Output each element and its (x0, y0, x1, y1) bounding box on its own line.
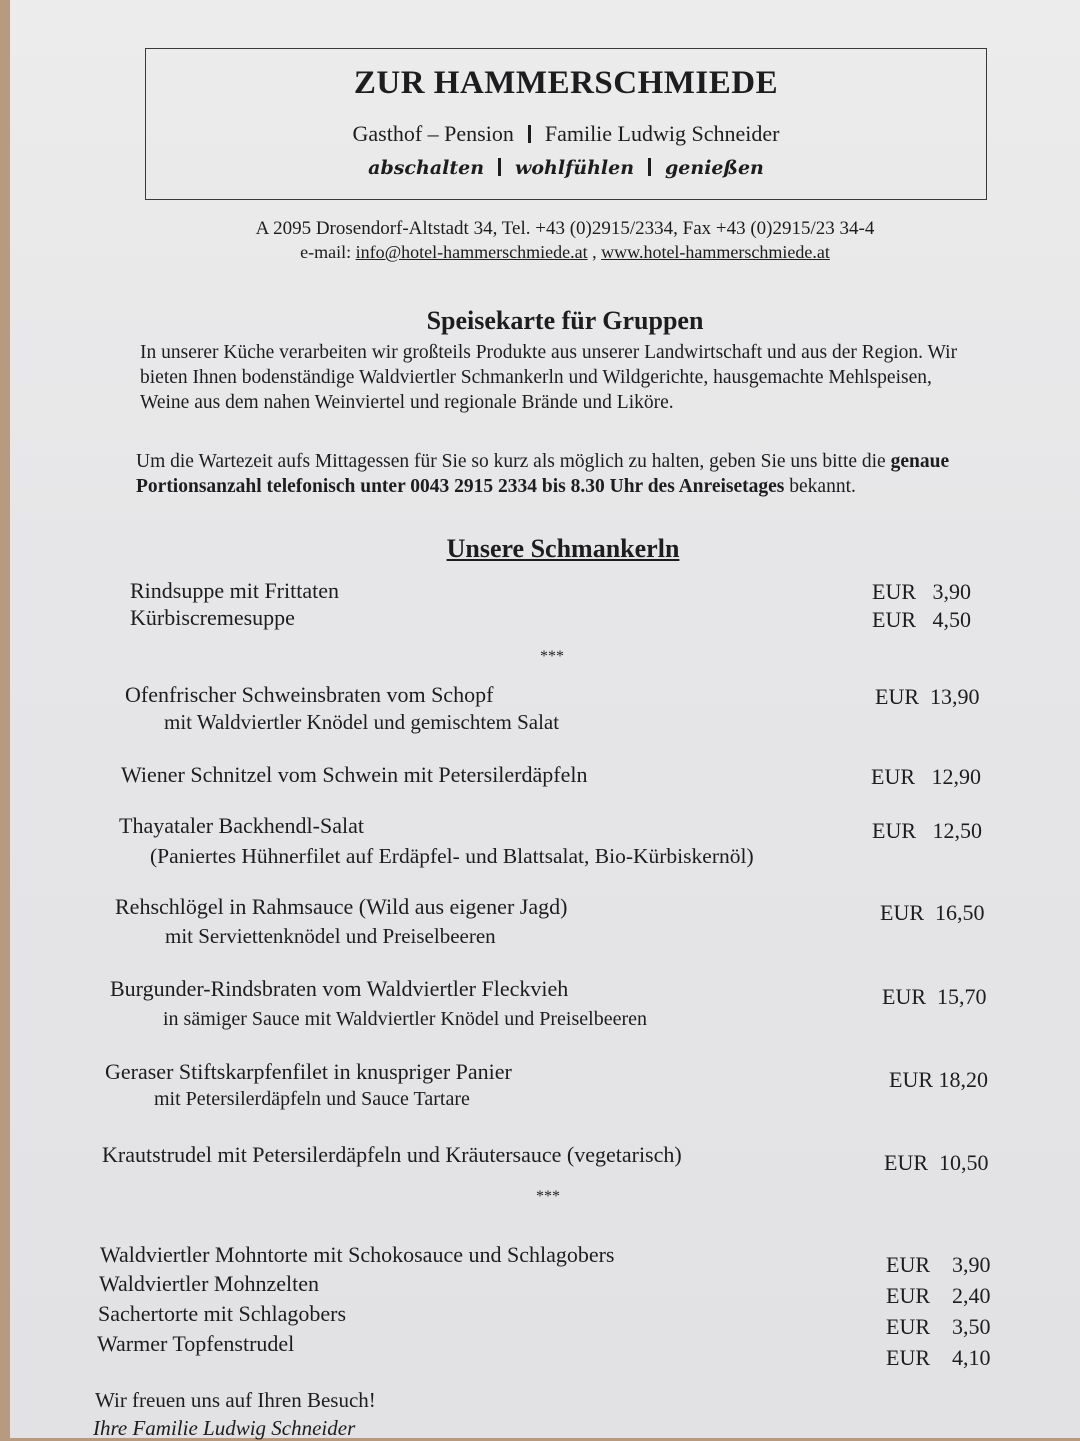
menu-item-name: Burgunder-Rindsbraten vom Waldviertler Fleckvieh (110, 976, 569, 1001)
menu-item-price: EUR 15,70 (882, 984, 987, 1009)
closing-line: Wir freuen uns auf Ihren Besuch! (95, 1388, 376, 1412)
email-link[interactable]: info@hotel-hammerschmiede.at (355, 242, 588, 262)
subtitle-left: Gasthof – Pension (352, 121, 514, 146)
restaurant-title: ZUR HAMMERSCHMIEDE (353, 65, 779, 101)
menu-item-price: EUR 12,50 (872, 818, 982, 843)
menu-item-price: EUR 3,50 (886, 1314, 991, 1339)
menu-item-name: Rindsuppe mit Frittaten (130, 578, 339, 603)
menu-item-name: Wiener Schnitzel vom Schwein mit Petersilerdäpfeln (121, 762, 588, 787)
intro-heading: Speisekarte für Gruppen (426, 306, 704, 335)
address-line: A 2095 Drosendorf-Altstadt 34, Tel. +43 (0)2915/2334, Fax +43 (0)2915/23 34-4 (255, 218, 875, 239)
menu-item-price: EUR 4,50 (872, 607, 971, 632)
menu-item-detail: mit Petersilerdäpfeln und Sauce Tartare (154, 1088, 470, 1110)
divider-bar (528, 125, 531, 143)
paragraph2-end: bekannt. (789, 476, 856, 497)
menu-item-price: EUR 3,90 (886, 1252, 991, 1277)
paragraph2-bold: genaue Portionsanzahl telefonisch unter 0043 2915 2334 bis 8.30 Uhr des Anreisetages (136, 451, 950, 497)
subtitle (146, 121, 986, 147)
section-divider: *** (536, 1188, 560, 1205)
email-label: e-mail: (300, 242, 352, 262)
menu-item-name: Geraser Stiftskarpfenfilet in knuspriger Panier (105, 1059, 512, 1084)
menu-item-price: EUR 10,50 (884, 1150, 989, 1175)
divider-bar (498, 158, 501, 176)
slogan-word-3: genießen (665, 157, 764, 179)
menu-item-name: Warmer Topfenstrudel (97, 1331, 295, 1356)
menu-item-name: Waldviertler Mohntorte mit Schokosauce und Schlagobers (100, 1242, 615, 1267)
menu-item-name: Waldviertler Mohnzelten (99, 1271, 319, 1296)
menu-item-detail: in sämiger Sauce mit Waldviertler Knödel und Preiselbeeren (163, 1008, 647, 1030)
menu-item-name: Rehschlögel in Rahmsauce (Wild aus eigener Jagd) (115, 894, 568, 919)
menu-item-detail: (Paniertes Hühnerfilet auf Erdäpfel- und Blattsalat, Bio-Kürbiskernöl) (150, 844, 754, 868)
menu-item-name: Krautstrudel mit Petersilerdäpfeln und Kräutersauce (vegetarisch) (102, 1142, 682, 1167)
menu-item-detail: mit Waldviertler Knödel und gemischtem Salat (164, 710, 560, 734)
header-box (145, 48, 987, 200)
slogan (146, 157, 986, 179)
menu-item-name: Thayataler Backhendl-Salat (119, 813, 364, 838)
menu-page (10, 0, 1080, 1438)
intro-paragraph-1: In unserer Küche verarbeiten wir großteils Produkte aus unserer Landwirtschaft und aus der Region. Wir bieten Ihnen bodenständige Waldviertler Schmankerln und Wildgerichte, hausgemachte Mehlspeisen, Weine aus dem nahen Weinviertel und regionale Brände und Liköre. (140, 342, 958, 413)
menu-item-price: EUR 3,90 (872, 579, 971, 604)
website-link[interactable]: www.hotel-hammerschmiede.at (601, 242, 830, 262)
section-divider: *** (540, 648, 564, 665)
email-line (10, 242, 1080, 263)
menu-item-name: Sachertorte mit Schlagobers (98, 1301, 347, 1326)
menu-item-name: Ofenfrischer Schweinsbraten vom Schopf (125, 682, 494, 707)
paragraph2-start: Um die Wartezeit aufs Mittagessen für Sie so kurz als möglich zu halten, geben Sie uns bitte die (136, 451, 886, 472)
divider-bar (648, 158, 651, 176)
slogan-word-1: abschalten (368, 157, 485, 179)
menu-item-price: EUR 13,90 (875, 684, 980, 709)
separator: , (592, 242, 597, 262)
menu-item-price: EUR 12,90 (871, 764, 981, 789)
menu-item-detail: mit Serviettenknödel und Preiselbeeren (165, 924, 496, 948)
signature: Ihre Familie Ludwig Schneider (93, 1416, 356, 1440)
menu-heading: Unsere Schmankerln (446, 534, 680, 563)
menu-item-price: EUR 4,10 (886, 1345, 991, 1370)
menu-item-price: EUR 2,40 (886, 1283, 991, 1308)
menu-item-name: Kürbiscremesuppe (130, 605, 295, 630)
menu-item-price: EUR 18,20 (889, 1067, 988, 1092)
intro-paragraph-2 (136, 449, 984, 499)
subtitle-right: Familie Ludwig Schneider (544, 121, 780, 146)
menu-item-price: EUR 16,50 (880, 900, 985, 925)
slogan-word-2: wohlfühlen (515, 157, 635, 179)
